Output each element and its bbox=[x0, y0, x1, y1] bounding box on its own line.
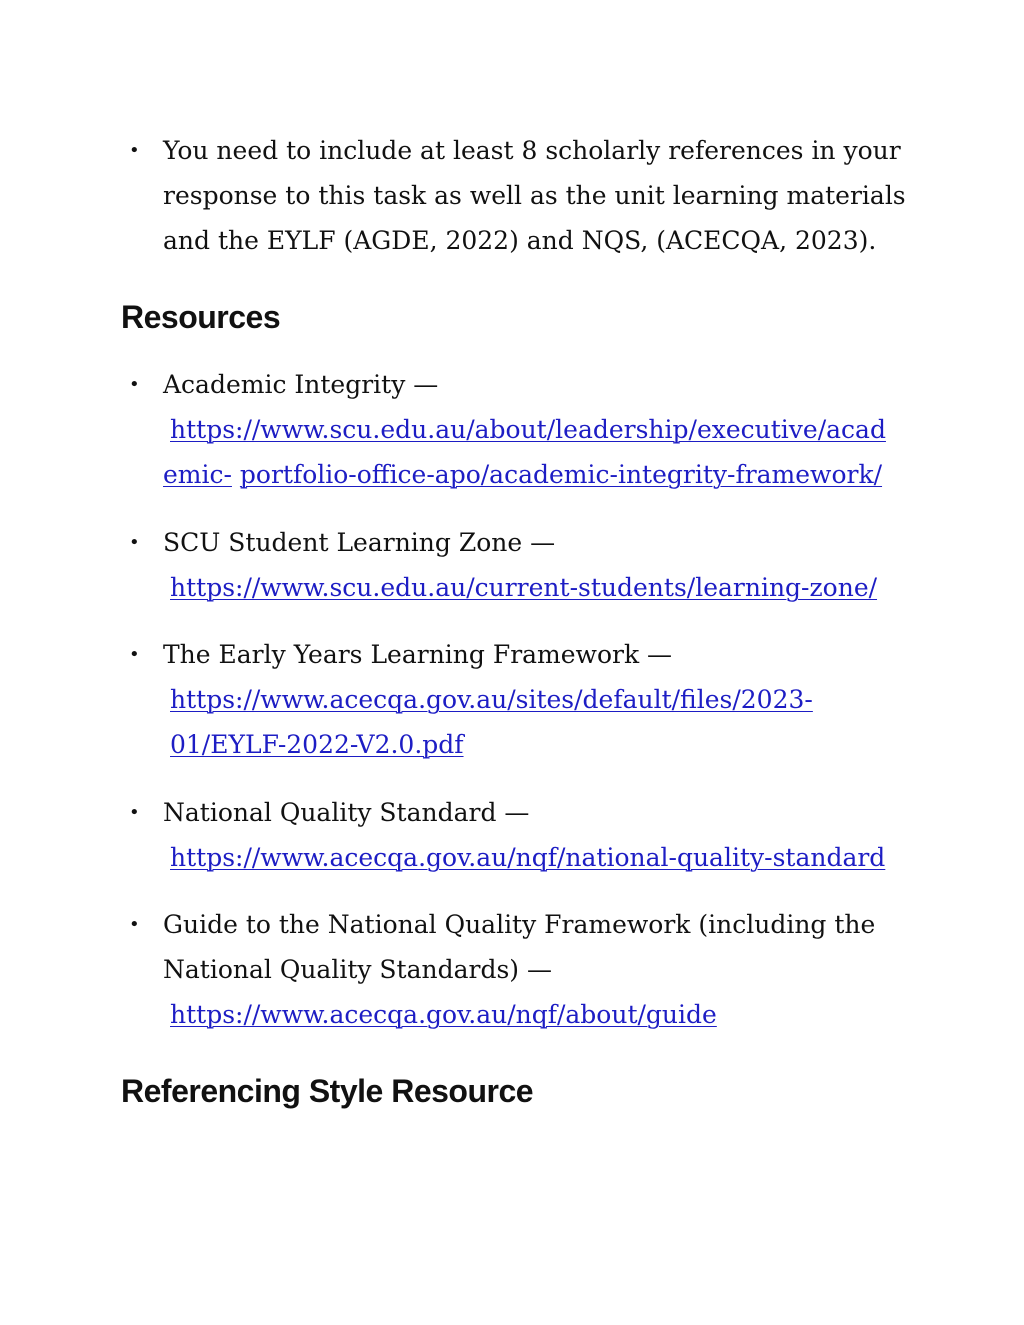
bullet-icon: • bbox=[129, 532, 140, 553]
resource-label: Guide to the National Quality Framework (including the bbox=[163, 910, 876, 939]
intro-text-line: You need to include at least 8 scholarly references in your bbox=[163, 136, 901, 165]
resource-item-learning-zone bbox=[122, 520, 942, 610]
intro-list bbox=[122, 128, 922, 263]
bullet-icon: • bbox=[129, 374, 140, 395]
resource-label: Academic Integrity — bbox=[163, 370, 439, 399]
resource-label: National Quality Standard — bbox=[163, 798, 530, 827]
referencing-heading: Referencing Style Resource bbox=[121, 1073, 534, 1109]
resource-item-academic-integrity bbox=[122, 362, 942, 497]
resource-label: National Quality Standards) — bbox=[163, 955, 553, 984]
resource-item-nqf-guide bbox=[122, 902, 942, 1037]
list-item bbox=[122, 128, 922, 263]
bullet-icon: • bbox=[129, 802, 140, 823]
academic-integrity-link-cont[interactable]: emic- bbox=[163, 460, 232, 489]
resource-item-nqs bbox=[122, 790, 942, 880]
bullet-icon: • bbox=[129, 914, 140, 935]
intro-text-line: response to this task as well as the unit learning materials bbox=[163, 181, 906, 210]
intro-text-line: and the EYLF (AGDE, 2022) and NQS, (ACECQA, 2023). bbox=[163, 226, 877, 255]
resource-item-eylf bbox=[122, 632, 942, 767]
resource-label: The Early Years Learning Framework — bbox=[163, 640, 673, 669]
learning-zone-link[interactable]: https://www.scu.edu.au/current-students/learning-zone/ bbox=[170, 573, 878, 602]
eylf-link[interactable]: https://www.acecqa.gov.au/sites/default/files/2023- bbox=[170, 685, 813, 714]
academic-integrity-link-cont[interactable]: portfolio-office-apo/academic-integrity-framework/ bbox=[239, 460, 883, 489]
bullet-icon: • bbox=[129, 140, 140, 161]
eylf-link-cont[interactable]: 01/EYLF-2022-V2.0.pdf bbox=[170, 730, 464, 759]
bullet-icon: • bbox=[129, 644, 140, 665]
nqf-guide-link[interactable]: https://www.acecqa.gov.au/nqf/about/guide bbox=[170, 1000, 717, 1029]
academic-integrity-link[interactable]: https://www.scu.edu.au/about/leadership/executive/acad bbox=[170, 415, 886, 444]
nqs-link[interactable]: https://www.acecqa.gov.au/nqf/national-quality-standard bbox=[170, 843, 886, 872]
resources-heading: Resources bbox=[121, 299, 281, 335]
resource-label: SCU Student Learning Zone — bbox=[163, 528, 556, 557]
